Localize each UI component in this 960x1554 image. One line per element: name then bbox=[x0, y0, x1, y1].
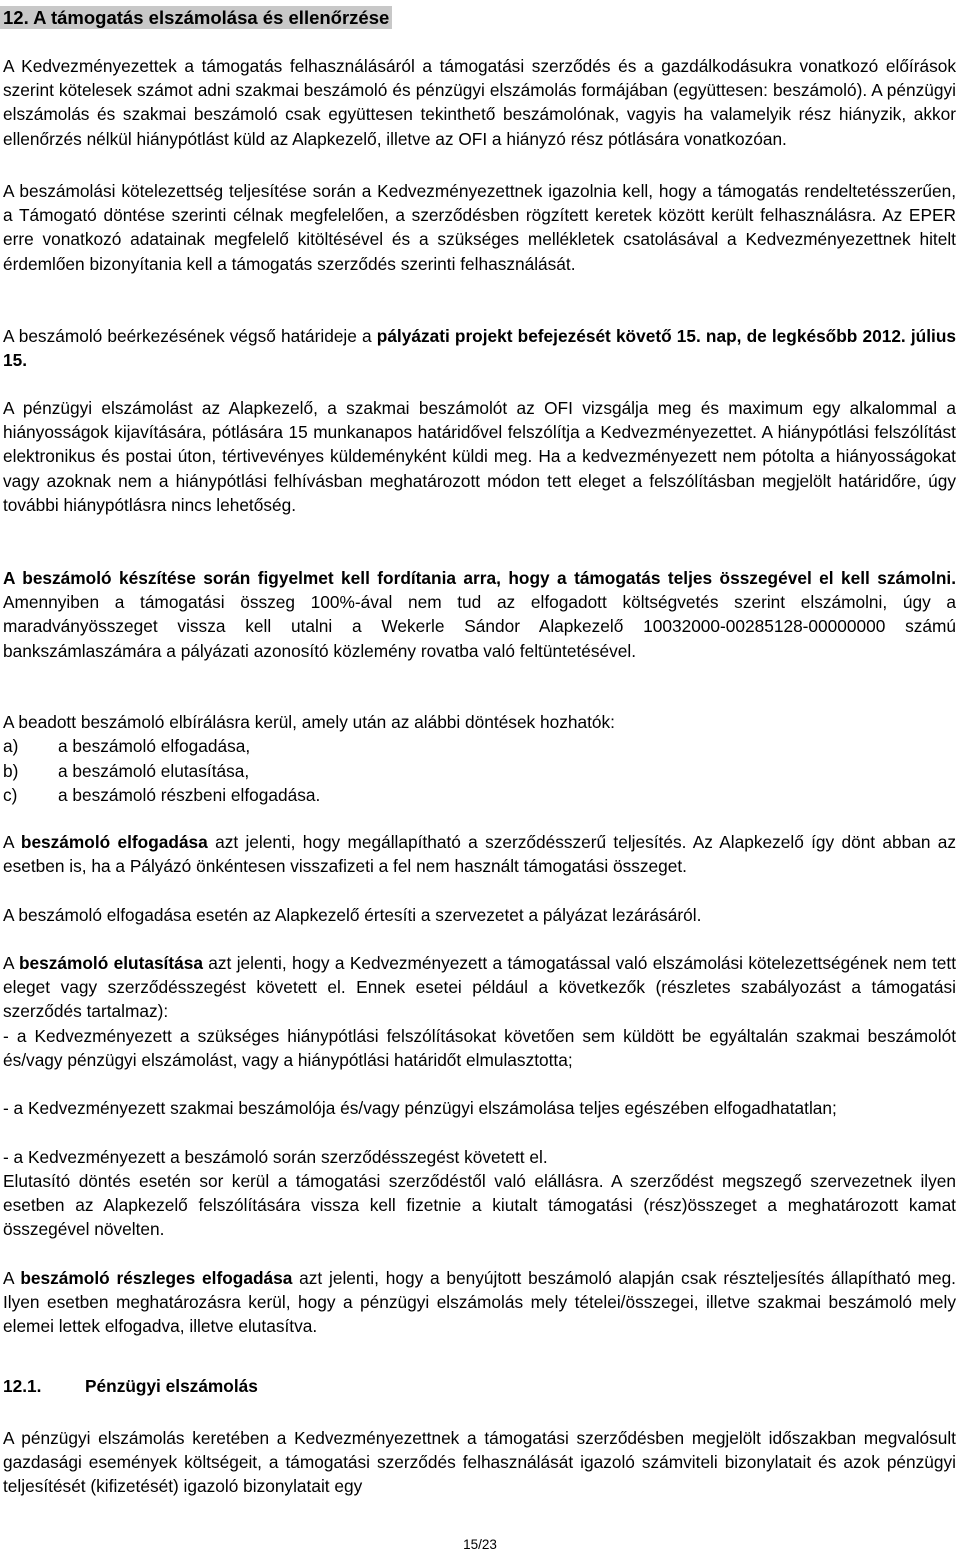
full-amount-emphasis: A beszámoló készítése során figyelmet kell fordítania arra, hogy a támogatás teljes összegével el kell számolni. bbox=[3, 568, 956, 588]
full-amount-text: Amennyiben a támogatási összeg 100%-ával nem tud az elfogadott költségvetés szerint elszámolni, úgy a maradványösszeget vissza kell utalni a Wekerle Sándor Alapkezelő 10032000-00285128-00000000 számú bankszámlaszámára a pályázati azonosító közlemény rovatba való feltüntetésével. bbox=[3, 592, 956, 661]
list-item-letter: b) bbox=[3, 761, 19, 781]
rejection-prefix: A bbox=[3, 953, 19, 973]
deadline-date: pályázati projekt befejezését követő 15. nap, de legkésőbb 2012. július 15. bbox=[3, 326, 956, 371]
rejection-case-item: - a Kedvezményezett a beszámoló során szerződésszegést követett el. bbox=[3, 1147, 548, 1167]
acceptance-text: azt jelenti, hogy megállapítható a szerződésszerű teljesítés. Az Alapkezelő így dönt abban az esetben is, ha a Pályázó önkéntesen visszafizeti a fel nem használt támogatási összeget. bbox=[3, 832, 957, 877]
subsection-title: Pénzügyi elszámolás bbox=[85, 1376, 258, 1396]
list-item bbox=[3, 734, 250, 758]
partial-prefix: A bbox=[3, 1268, 21, 1288]
rejection-text: azt jelenti, hogy a Kedvezményezett a támogatással való elszámolási kötelezettségének nem tett eleget vagy szerződésszegést követett el. Ennek esetei például a következők (részletes szabályozást a támogatási szerződés tartalmaz): bbox=[3, 953, 957, 1022]
paragraph-intro-part1: A Kedvezményezettek a támogatás felhasználásáról a támogatási szerződés és a gazdálkodásukra vonatkozó előírások szerint kötelesek számot adni szakmai beszámoló és pénzügyi elszámolás formájában (együttesen: beszámoló). bbox=[3, 56, 956, 101]
paragraph-decisions: A beadott beszámoló elbírálásra kerül, amely után az alábbi döntések hozhatók: bbox=[3, 712, 615, 732]
list-item-text: a beszámoló elutasítása, bbox=[58, 761, 250, 781]
section-heading: 12. A támogatás elszámolása és ellenőrzése bbox=[0, 6, 392, 29]
paragraph-intro-part2: A pénzügyi elszámolás és szakmai beszámoló csak együttesen tekinthető beszámolónak, vagyis ha valamelyik rész hiányzik, akkor ellenőrzés nélkül hiánypótlást küld az Alapkezelő, illetve az OFI a hiányzó rész pótlására vonatkozóan. bbox=[3, 80, 956, 149]
paragraph-partial bbox=[3, 1266, 956, 1339]
paragraph-review: A pénzügyi elszámolást az Alapkezelő, a szakmai beszámolót az OFI vizsgálja meg és maximum egy alkalommal a hiányosságok kijavítására, pótlására 15 munkanapos határidővel felszólítja a Kedvezményezettet. A hiánypótlási felszólítást elektronikus és postai úton, tértivevényes küldeményként küldi meg. Ha a kedvezményezett nem pótolta a hiányosságokat vagy azoknak nem a hiánypótlási felhívásban meghatározott módon tett eleget a felszólításban megjelölt határidőre, úgy további hiánypótlásra nincs lehetőség. bbox=[3, 398, 956, 515]
list-item bbox=[3, 759, 249, 783]
partial-term: beszámoló részleges elfogadása bbox=[20, 1268, 293, 1288]
list-item-letter: c) bbox=[3, 785, 18, 805]
page-number: 15/23 bbox=[463, 1537, 497, 1552]
paragraph-obligation: A beszámolási kötelezettség teljesítése során a Kedvezményezettnek igazolnia kell, hogy a támogatás rendeltetésszerűen, a Támogató döntése szerinti célnak megfelelően, a szerződésben rögzített keretek között került felhasználásra. Az EPER erre vonatkozó adatainak megfelelő kitöltésével és a szükséges mellékletek csatolásával a Kedvezményezettnek hitelt érdemlően bizonyítania kell a támogatás szerződés szerinti felhasználását. bbox=[3, 181, 956, 274]
list-item bbox=[3, 783, 320, 807]
list-item-text: a beszámoló elfogadása, bbox=[58, 736, 251, 756]
paragraph-closure: A beszámoló elfogadása esetén az Alapkezelő értesíti a szervezetet a pályázat lezárásáról. bbox=[3, 905, 702, 925]
paragraph-intro bbox=[3, 54, 956, 151]
paragraph-rejection bbox=[3, 951, 956, 1024]
paragraph-full-amount bbox=[3, 566, 956, 663]
paragraph-financial: A pénzügyi elszámolás keretében a Kedvezményezettnek a támogatási szerződésben megjelölt időszakban megvalósult gazdasági események költségeit, a támogatási szerződés felhasználását igazoló számviteli bizonylatait és azok pénzügyi teljesítését (kifizetését) igazoló bizonylatait egy bbox=[3, 1428, 956, 1497]
subsection-number: 12.1. bbox=[3, 1376, 42, 1396]
rejection-case-item: - a Kedvezményezett a szükséges hiánypótlási felszólításokat követően sem küldött be egyáltalán szakmai beszámolót és/vagy pénzügyi elszámolást, vagy a hiánypótlási határidőt elmulasztotta; bbox=[3, 1026, 956, 1071]
paragraph-acceptance bbox=[3, 830, 956, 878]
partial-text: azt jelenti, hogy a benyújtott beszámoló alapján csak részteljesítés állapítható meg. Ilyen esetben meghatározásra kerül, hogy a pénzügyi elszámolás mely tételei/összegei, illetve szakmai beszámoló mely elemei lettek elfogadva, illetve elutasítva. bbox=[3, 1268, 956, 1337]
rejection-term: beszámoló elutasítása bbox=[18, 953, 203, 973]
acceptance-term: beszámoló elfogadása bbox=[20, 832, 208, 852]
deadline-text: A beszámoló beérkezésének végső határideje a bbox=[3, 326, 377, 346]
rejection-case-item: - a Kedvezményezett szakmai beszámolója és/vagy pénzügyi elszámolása teljes egészében elfogadhatatlan; bbox=[3, 1098, 837, 1118]
list-item-letter: a) bbox=[3, 736, 19, 756]
subsection-heading bbox=[3, 1374, 258, 1398]
list-item-text: a beszámoló részbeni elfogadása. bbox=[58, 785, 321, 805]
acceptance-prefix: A bbox=[3, 832, 21, 852]
paragraph-deadline bbox=[3, 324, 956, 372]
paragraph-withdrawal: Elutasító döntés esetén sor kerül a támogatási szerződéstől való elállásra. A szerződést megszegő szervezetnek ilyen esetben az Alapkezelő felszólítására vissza kell fizetnie a kiutalt támogatási (rész)összeget a meghatározott kamat összegével növelten. bbox=[3, 1171, 956, 1240]
